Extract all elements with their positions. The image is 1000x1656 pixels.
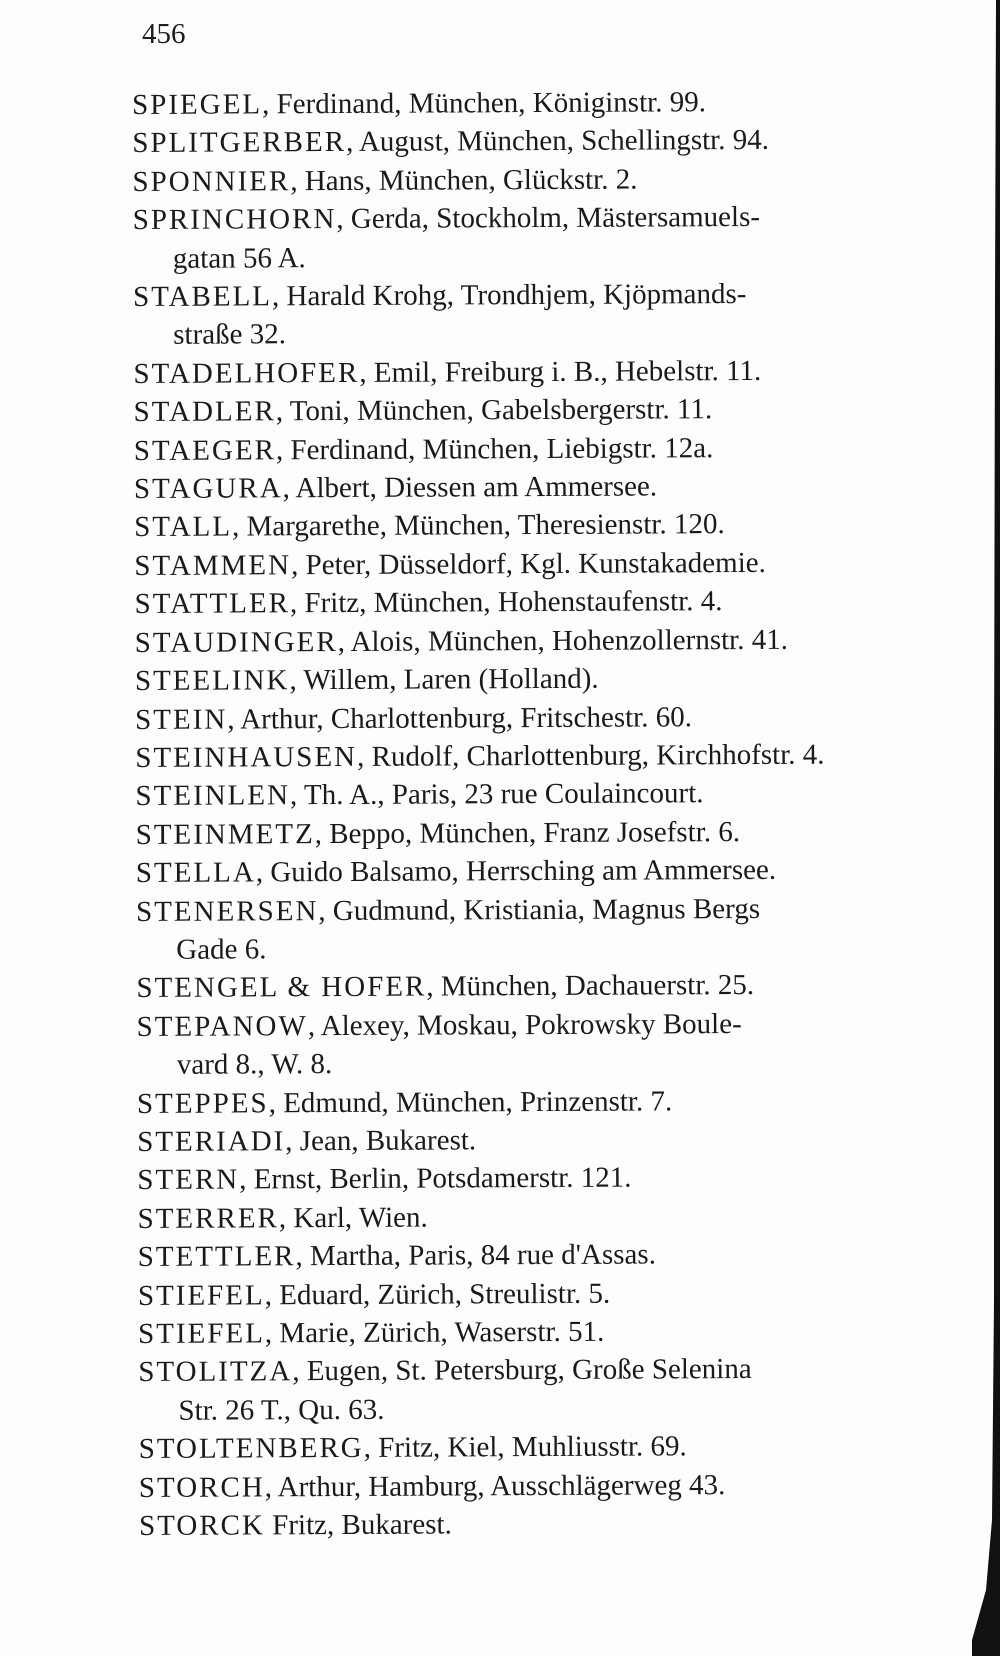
entry-surname: STERRER [137, 1202, 279, 1235]
entry-surname: STAMMEN [134, 549, 292, 582]
entry-surname: STEINLEN [135, 779, 291, 813]
entry-surname: STOLTENBERG [138, 1432, 364, 1466]
directory-entry [132, 82, 962, 124]
entry-line [138, 1273, 968, 1315]
entry-line [133, 197, 963, 239]
entry-details: , August, München, Schellingstr. 94. [345, 124, 770, 159]
directory-entry [133, 351, 963, 393]
entry-line [132, 159, 962, 201]
entry-continuation: vard 8., W. 8. [176, 1048, 333, 1081]
entry-surname: STENERSEN [135, 894, 319, 928]
directory-entry [139, 1465, 969, 1507]
entry-details: , Harald Krohg, Trondhjem, Kjöpmands- [271, 278, 747, 313]
entry-details: , Fritz, München, Hohenstaufenstr. 4. [289, 585, 723, 620]
entry-details: , Alois, München, Hohenzollernstr. 41. [337, 623, 789, 658]
entry-continuation: Str. 26 T., Qu. 63. [178, 1393, 385, 1427]
entry-line [136, 812, 966, 854]
entry-surname: STORCK [138, 1509, 266, 1543]
entry-details: , Eugen, St. Petersburg, Große Selenina [292, 1353, 752, 1388]
entry-details: , Ernst, Berlin, Potsdamerstr. 121. [239, 1161, 632, 1196]
page-edge-shadow [972, 0, 1000, 1656]
entry-line [134, 504, 964, 546]
entry-line [137, 1004, 967, 1046]
entry-surname: STEELINK [134, 664, 290, 698]
directory-entry [137, 1196, 967, 1238]
entry-details: , Ferdinand, München, Königinstr. 99. [262, 86, 706, 121]
entry-details: , Albert, Diessen am Ammersee. [282, 470, 658, 505]
entry-continuation: Gade 6. [176, 933, 267, 966]
entry-surname: STERIADI [137, 1125, 286, 1158]
entry-surname: STABELL [132, 280, 273, 314]
entry-details: , Arthur, Hamburg, Ausschlägerweg 43. [264, 1468, 726, 1503]
directory-entry [137, 1119, 967, 1161]
entry-details: , Gerda, Stockholm, Mästersamuels- [336, 201, 761, 236]
entry-line [133, 351, 963, 393]
entry-details: , Eduard, Zürich, Streulistr. 5. [264, 1277, 611, 1311]
entry-line [134, 389, 964, 431]
entry-surname: STORCH [138, 1470, 265, 1504]
entry-line [132, 82, 962, 124]
directory-entry [134, 466, 964, 508]
directory-entry [137, 1157, 967, 1199]
directory-entry [136, 965, 966, 1007]
entry-surname: SPIEGEL [132, 88, 263, 121]
entry-surname: STELLA [135, 856, 256, 890]
entry-surname: STAEGER [133, 433, 277, 467]
entry-surname: STEIN [135, 703, 228, 736]
directory-entry [138, 1234, 968, 1276]
entry-line [132, 120, 962, 162]
entry-line [138, 1234, 968, 1276]
entry-details: Fritz, Bukarest. [264, 1508, 452, 1542]
directory-entry [133, 197, 963, 278]
directory-entry [137, 1080, 967, 1122]
entry-line [135, 735, 965, 777]
directory-entry [132, 159, 962, 201]
directory-entry [135, 696, 965, 738]
entry-line [139, 1465, 969, 1507]
entry-details: , Karl, Wien. [278, 1201, 428, 1235]
page-number: 456 [142, 18, 186, 50]
directory-entry [132, 120, 962, 162]
entry-details: , Peter, Düsseldorf, Kgl. Kunstakademie. [290, 546, 766, 582]
entry-surname: STOLITZA [138, 1355, 293, 1389]
entry-surname: STIEFEL [138, 1317, 265, 1350]
entry-details: , Toni, München, Gabelsbergerstr. 11. [275, 393, 713, 428]
entry-details: , Fritz, Kiel, Muhliusstr. 69. [363, 1430, 687, 1465]
directory-entry [138, 1311, 968, 1353]
entry-line [138, 1349, 968, 1391]
directory-entry [135, 773, 965, 815]
entry-surname: STAUDINGER [134, 625, 338, 659]
entry-details: , Jean, Bukarest. [285, 1124, 477, 1158]
entry-details: , Margarethe, München, Theresienstr. 120. [231, 508, 725, 543]
entry-details: , Th. A., Paris, 23 rue Coulaincourt. [289, 777, 704, 812]
directory-entry [134, 543, 964, 585]
entry-line [134, 428, 964, 470]
entry-line [137, 1119, 967, 1161]
directory-entry [138, 1349, 968, 1430]
entry-surname: SPRINCHORN [132, 203, 337, 237]
entry-details: , Alexey, Moskau, Pokrowsky Boule- [307, 1007, 742, 1042]
entry-surname: SPLITGERBER [132, 126, 347, 160]
entry-line [136, 850, 966, 892]
entry-details: , Edmund, München, Prinzenstr. 7. [268, 1084, 673, 1119]
entry-continuation: gatan 56 A. [172, 241, 306, 275]
entry-line [135, 773, 965, 815]
entry-continuation: straße 32. [173, 318, 287, 352]
directory-entry-list [132, 82, 969, 1545]
directory-entry [136, 812, 966, 854]
entry-surname: STEPPES [136, 1086, 269, 1120]
directory-entry [136, 850, 966, 892]
entry-line [135, 696, 965, 738]
directory-entry [135, 620, 965, 662]
entry-details: , Emil, Freiburg i. B., Hebelstr. 11. [359, 354, 762, 389]
entry-line [139, 1426, 969, 1468]
entry-line [134, 466, 964, 508]
entry-details: , Rudolf, Charlottenburg, Kirchhofstr. 4. [356, 738, 825, 773]
entry-surname: STADELHOFER [133, 356, 360, 390]
entry-line [133, 274, 963, 316]
entry-surname: STATTLER [134, 587, 291, 621]
entry-details: , München, Dachauerstr. 25. [426, 969, 755, 1003]
directory-entry [133, 274, 963, 355]
entry-surname: STERN [137, 1163, 240, 1197]
directory-entry [134, 428, 964, 470]
entry-line [134, 581, 964, 623]
entry-details: , Gudmund, Kristiania, Magnus Bergs [318, 892, 761, 927]
entry-surname: STENGEL & HOFER [136, 970, 427, 1005]
entry-surname: STEINMETZ [135, 817, 315, 851]
entry-line [136, 965, 966, 1007]
directory-entry [137, 1004, 967, 1085]
entry-line [136, 888, 966, 930]
directory-entry [134, 581, 964, 623]
entry-surname: STEPANOW [136, 1009, 308, 1043]
entry-line [137, 1157, 967, 1199]
entry-details: , Guido Balsamo, Herrsching am Ammersee. [255, 853, 777, 889]
entry-details: , Hans, München, Glückstr. 2. [290, 163, 638, 198]
entry-surname: STIEFEL [137, 1278, 265, 1312]
directory-entry [139, 1426, 969, 1468]
entry-line [135, 620, 965, 662]
entry-details: , Beppo, München, Franz Josefstr. 6. [314, 815, 741, 850]
entry-surname: STEINHAUSEN [135, 740, 358, 774]
entry-surname: STADLER [133, 395, 276, 429]
entry-line [134, 543, 964, 585]
entry-details: , Ferdinand, München, Liebigstr. 12a. [275, 431, 714, 466]
entry-line [137, 1196, 967, 1238]
entry-details: , Martha, Paris, 84 rue d'Assas. [295, 1238, 656, 1273]
entry-line [135, 658, 965, 700]
directory-entry [136, 888, 966, 969]
entry-surname: SPONNIER [132, 165, 291, 198]
entry-details: , Marie, Zürich, Waserstr. 51. [264, 1315, 605, 1350]
entry-line [139, 1503, 969, 1545]
entry-line [138, 1311, 968, 1353]
directory-entry [134, 504, 964, 546]
directory-entry [138, 1273, 968, 1315]
directory-entry [135, 658, 965, 700]
entry-line [137, 1080, 967, 1122]
entry-surname: STALL [134, 510, 233, 544]
entry-details: , Willem, Laren (Holland). [289, 662, 599, 697]
directory-entry [134, 389, 964, 431]
entry-details: , Arthur, Charlottenburg, Fritschestr. 60. [227, 700, 693, 736]
directory-entry [139, 1503, 969, 1545]
entry-surname: STETTLER [137, 1240, 296, 1274]
directory-entry [135, 735, 965, 777]
entry-surname: STAGURA [133, 472, 283, 506]
